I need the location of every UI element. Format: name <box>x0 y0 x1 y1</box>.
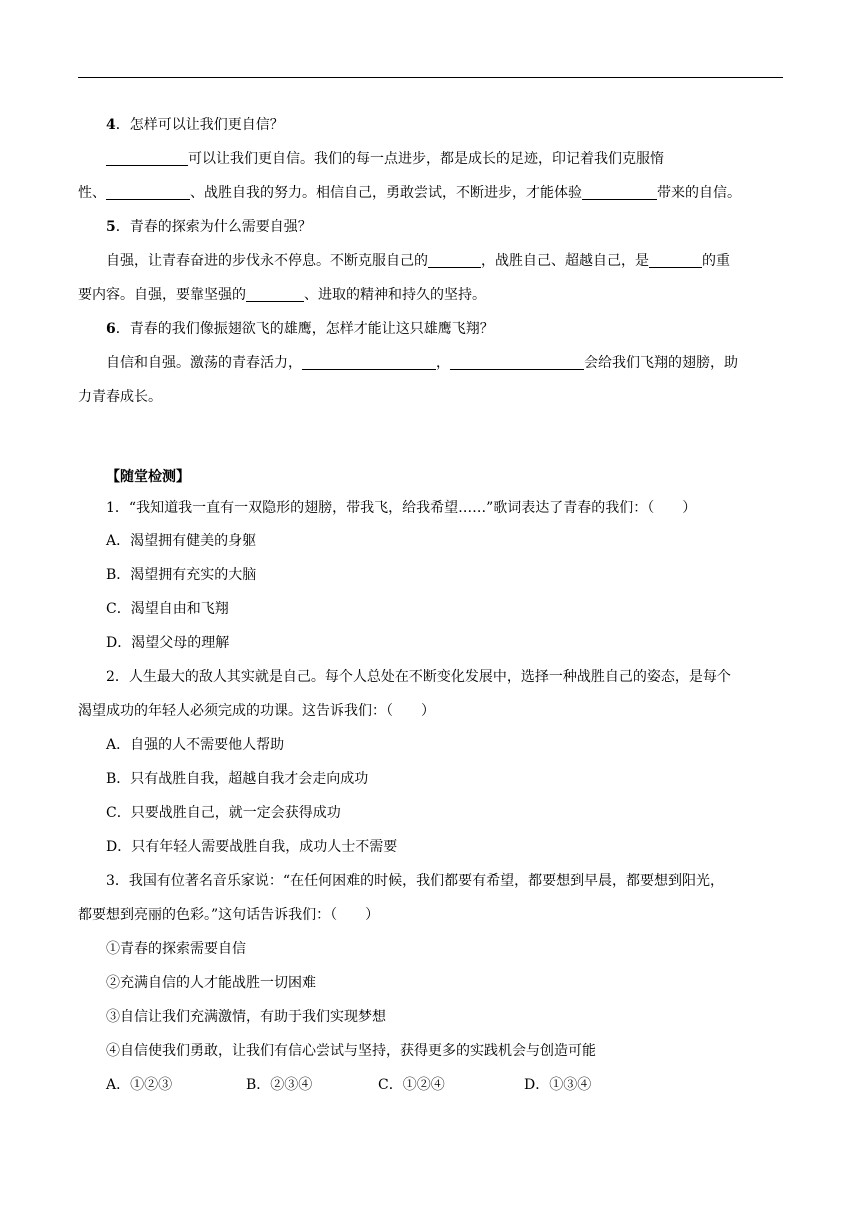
question-4 <box>78 108 783 142</box>
answer-text: ，战胜自己、超越自己，是 <box>481 253 649 269</box>
answer-text: ， <box>436 355 450 371</box>
question-number: 5 <box>106 219 116 235</box>
answer-4-line1 <box>78 142 783 176</box>
fill-blank[interactable] <box>649 251 702 268</box>
statement-1: ①青春的探索需要自信 <box>106 941 246 957</box>
answer-text: 会给我们飞翔的翅膀，助 <box>584 355 738 371</box>
statement-2: ②充满自信的人才能战胜一切困难 <box>106 975 316 991</box>
answer-5-line2 <box>78 278 783 312</box>
question-6 <box>78 312 783 346</box>
statement-4: ④自信使我们勇敢，让我们有信心尝试与坚持，获得更多的实践机会与创造可能 <box>106 1043 596 1059</box>
answer-text: 力青春成长。 <box>78 389 162 405</box>
answer-text: 性、 <box>78 185 106 201</box>
answer-text: 要内容。自强，要靠坚强的 <box>78 287 246 303</box>
answer-text: 、战胜自我的努力。相信自己，勇敢尝试，不断进步，才能体验 <box>190 185 582 201</box>
quiz-question-3-line2: 都要想到亮丽的色彩。”这句话告诉我们：（ ） <box>78 907 380 923</box>
fill-blank[interactable] <box>106 183 190 200</box>
option-c[interactable]: C．渴望自由和飞翔 <box>106 601 229 617</box>
fill-blank[interactable] <box>302 353 436 370</box>
option-a[interactable]: A．①②③ <box>106 1077 173 1093</box>
option-c[interactable]: C．只要战胜自己，就一定会获得成功 <box>106 805 341 821</box>
quiz-question-2-line1: 2．人生最大的敌人其实就是自己。每个人总处在不断变化发展中，选择一种战胜自己的姿态，是每个 <box>106 669 731 685</box>
question-number: 6 <box>106 321 116 337</box>
answer-5-line1 <box>78 244 783 278</box>
option-b[interactable]: B．②③④ <box>246 1077 313 1093</box>
fill-blank[interactable] <box>582 183 657 200</box>
quiz-question-3-line1: 3．我国有位著名音乐家说：“在任何困难的时候，我们都要有希望，都要想到早晨，都要想到阳光， <box>106 873 725 889</box>
option-a[interactable]: A．渴望拥有健美的身躯 <box>106 533 257 549</box>
options-row <box>78 1068 783 1102</box>
answer-text: 带来的自信。 <box>657 185 741 201</box>
answer-text: 自强，让青春奋进的步伐永不停息。不断克服自己的 <box>106 253 428 269</box>
option-d[interactable]: D．渴望父母的理解 <box>106 635 230 651</box>
fill-blank[interactable] <box>246 285 304 302</box>
option-a[interactable]: A．自强的人不需要他人帮助 <box>106 737 285 753</box>
quiz-question-1: 1．“我知道我一直有一双隐形的翅膀，带我飞，给我希望……”歌词表达了青春的我们：（ ） <box>106 500 697 516</box>
answer-text: 自信和自强。激荡的青春活力， <box>106 355 302 371</box>
question-5 <box>78 210 783 244</box>
answer-4-line2 <box>78 176 783 210</box>
answer-6-line1 <box>78 346 783 380</box>
option-d[interactable]: D．①③④ <box>524 1077 592 1093</box>
question-text: ．青春的探索为什么需要自强？ <box>115 219 312 235</box>
option-b[interactable]: B．渴望拥有充实的大脑 <box>106 567 257 583</box>
header-rule <box>78 77 783 78</box>
option-d[interactable]: D．只有年轻人需要战胜自我，成功人士不需要 <box>106 839 398 855</box>
section-heading: 【随堂检测】 <box>106 469 190 485</box>
question-text: ．怎样可以让我们更自信？ <box>115 117 284 133</box>
answer-text: 可以让我们更自信。我们的每一点进步，都是成长的足迹，印记着我们克服惰 <box>188 151 664 167</box>
option-b[interactable]: B．只有战胜自我，超越自我才会走向成功 <box>106 771 369 787</box>
fill-blank[interactable] <box>428 251 481 268</box>
answer-6-line2 <box>78 380 783 414</box>
fill-blank[interactable] <box>450 353 584 370</box>
question-number: 4 <box>106 117 116 133</box>
question-text: ．青春的我们像振翅欲飞的雄鹰，怎样才能让这只雄鹰飞翔？ <box>115 321 494 337</box>
answer-text: 的重 <box>702 253 730 269</box>
answer-text: 、进取的精神和持久的坚持。 <box>304 287 486 303</box>
quiz-question-2-line2: 渴望成功的年轻人必须完成的功课。这告诉我们：（ ） <box>78 703 435 719</box>
statement-3: ③自信让我们充满激情，有助于我们实现梦想 <box>106 1009 386 1025</box>
option-c[interactable]: C．①②④ <box>378 1077 445 1093</box>
page-content <box>78 108 783 1102</box>
fill-blank[interactable] <box>106 149 188 166</box>
